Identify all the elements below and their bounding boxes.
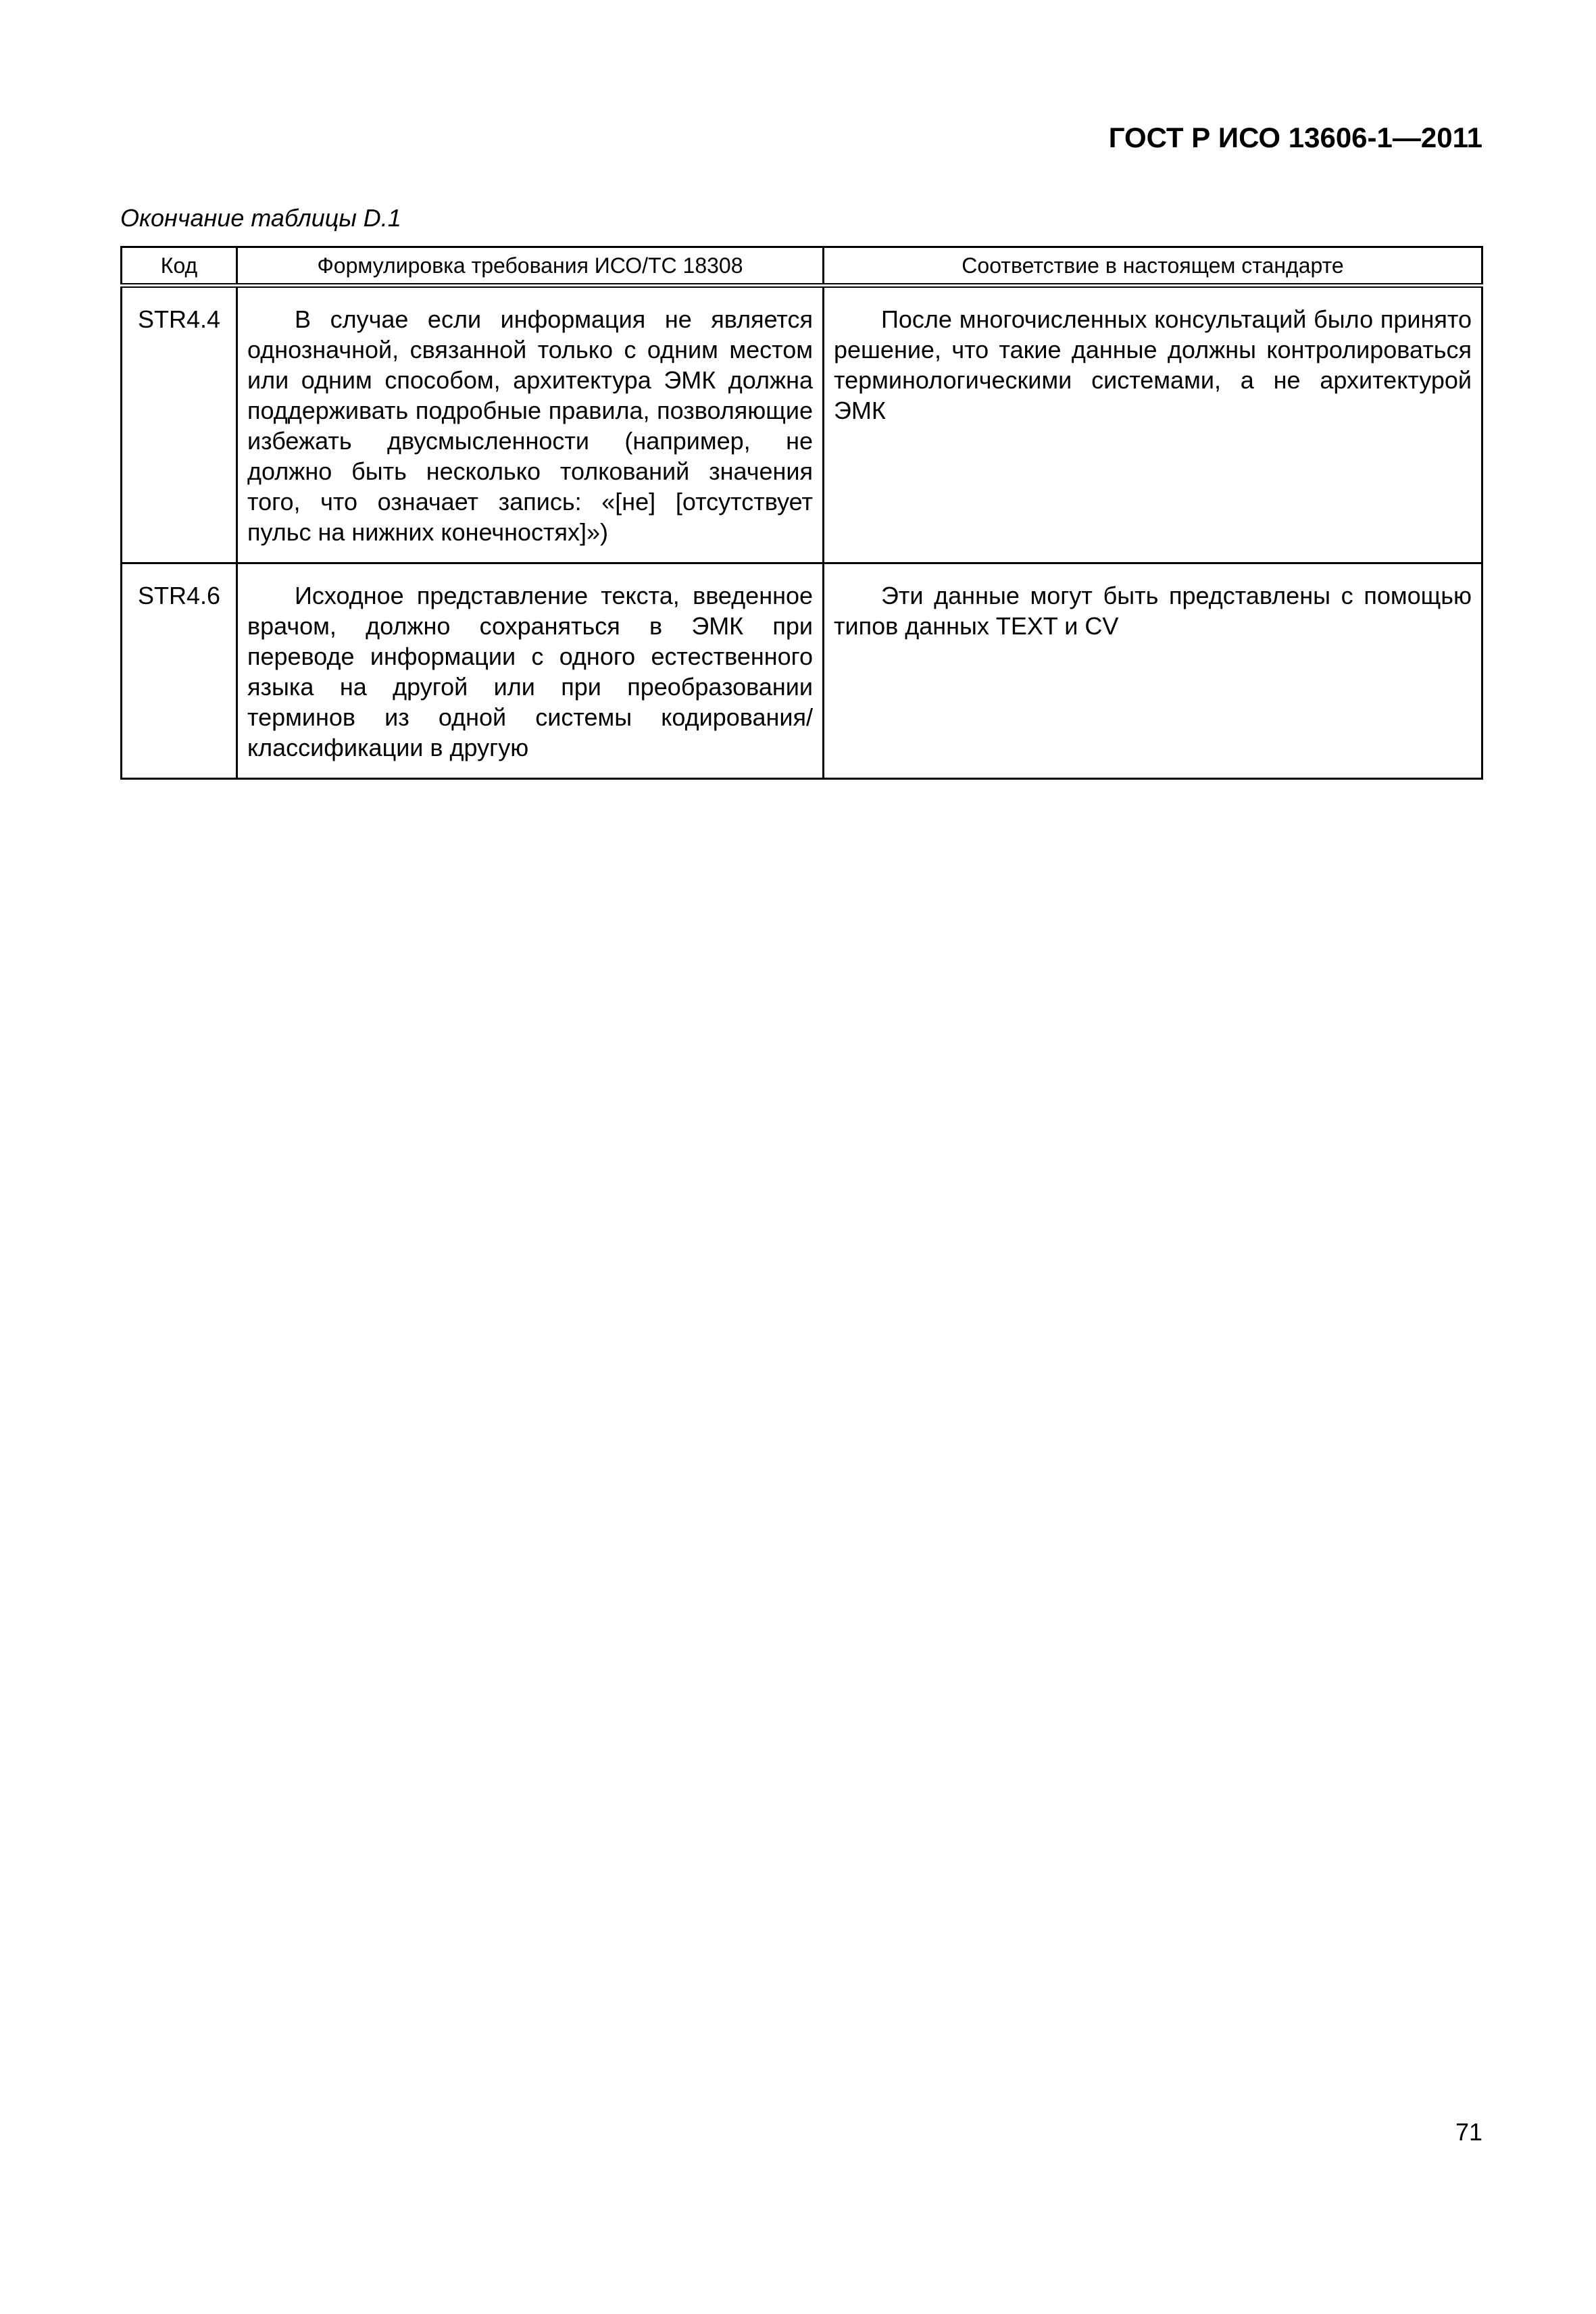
table-header-row [122,247,1482,286]
requirements-table [120,246,1483,780]
requirements-table-container [120,246,1481,780]
column-header-code: Код [122,247,237,286]
document-code-header: ГОСТ Р ИСО 13606-1—2011 [1108,122,1482,153]
table-row [122,286,1482,563]
row-code-cell: STR4.6 [122,563,237,779]
column-header-compliance: Соответствие в настоящем стандарте [824,247,1482,286]
table-caption: Окончание таблицы D.1 [120,204,401,232]
column-header-requirement: Формулировка требования ИСО/ТС 18308 [237,247,824,286]
row-code-cell: STR4.4 [122,286,237,563]
page-number: 71 [1455,2118,1482,2146]
table-row [122,563,1482,779]
row-requirement-cell: Исходное представление текста, введенное врачом, должно сохраняться в ЭМК при переводе информации с одного естественного языка на другой или при преобразовании терминов из одной системы кодирования/классификации в другую [237,563,824,779]
row-requirement-cell: В случае если информация не является однозначной, связанной только с одним местом или одним способом, архитектура ЭМК должна поддерживать подробные правила, позволяющие избежать двусмысленности (например, не должно быть несколько толкований значения того, что означает запись: «[не] [отсутствует пульс на нижних конечностях]») [237,286,824,563]
row-compliance-cell: Эти данные могут быть представлены с помощью типов данных TEXT и CV [824,563,1482,779]
row-compliance-cell: После многочисленных консультаций было принято решение, что такие данные должны контролироваться терминологическими системами, а не архитектурой ЭМК [824,286,1482,563]
